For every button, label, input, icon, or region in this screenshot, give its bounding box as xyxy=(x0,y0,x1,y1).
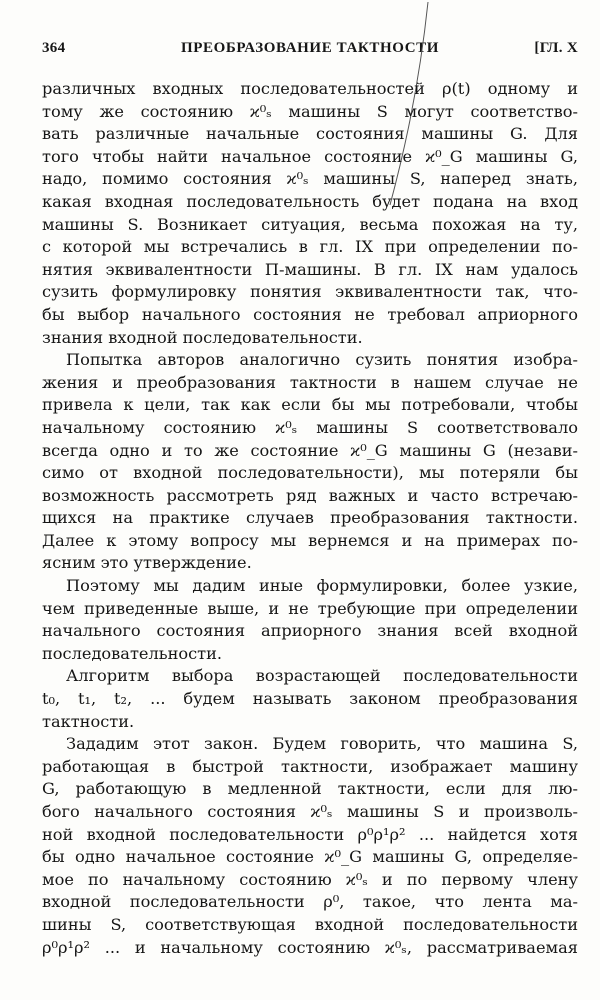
text-line: жения и преобразования тактности в нашем случае не xyxy=(42,372,578,392)
text-line: бы выбор начального состояния не требовал априорного xyxy=(42,304,578,324)
text-line: начальному состоянию ϰ⁰ₛ машины S соответствовало xyxy=(42,417,578,437)
text-line: чем приведенные выше, и не требующие при определении xyxy=(42,598,578,618)
page-number: 364 xyxy=(42,40,66,56)
text-line: знания входной последовательности. xyxy=(42,327,363,347)
text-line: Алгоритм выбора возрастающей последовательности xyxy=(66,666,578,686)
text-line: бого начального состояния ϰ⁰ₛ машины S и произволь- xyxy=(42,802,578,821)
text-line: ной входной последовательности ρ⁰ρ¹ρ² ... найдется хотя xyxy=(42,824,578,844)
text-line: тактности. xyxy=(42,711,135,731)
text-line: начального состояния априорного знания всей входной xyxy=(42,621,578,641)
text-line: вать различные начальные состояния машины G. Для xyxy=(42,124,578,144)
text-line: t₀, t₁, t₂, ... будем называть законом преобразования xyxy=(42,689,578,709)
text-line: Далее к этому вопросу мы вернемся и на примерах по- xyxy=(42,530,578,550)
text-line: Попытка авторов аналогично сузить понятия изобра- xyxy=(66,350,578,370)
text-line: нятия эквивалентности П-машины. В гл. IX нам удалось xyxy=(42,259,578,279)
text-line: машины S. Возникает ситуация, весьма похожая на ту, xyxy=(42,214,578,234)
running-header xyxy=(42,40,578,60)
page-text xyxy=(42,78,578,959)
text-line: Поэтому мы дадим иные формулировки, более узкие, xyxy=(66,576,578,596)
text-line: тому же состоянию ϰ⁰ₛ машины S могут соответство- xyxy=(42,101,578,121)
text-line: последовательности. xyxy=(42,643,223,663)
chapter-marker: [ГЛ. X xyxy=(534,40,578,56)
text-line: привела к цели, так как если бы мы потребовали, чтобы xyxy=(42,395,578,415)
text-line: надо, помимо состояния ϰ⁰ₛ машины S, наперед знать, xyxy=(42,169,578,189)
text-line: щихся на практике случаев преобразования тактности. xyxy=(42,508,578,528)
text-line: ρ⁰ρ¹ρ² ... и начальному состоянию ϰ⁰ₛ, рассматриваемая xyxy=(42,937,578,957)
text-line: того чтобы найти начальное состояние ϰ⁰_G машины G, xyxy=(42,146,578,166)
text-line: ясним это утверждение. xyxy=(42,553,252,573)
text-line: симо от входной последовательности), мы потеряли бы xyxy=(42,463,578,483)
text-line: работающая в быстрой тактности, изображает машину xyxy=(42,756,578,776)
text-line: какая входная последовательность будет подана на вход xyxy=(42,191,578,211)
text-line: различных входных последовательностей ρ(t) одному и xyxy=(42,79,578,98)
text-line: Зададим этот закон. Будем говорить, что машина S, xyxy=(66,734,578,754)
text-line: сузить формулировку понятия эквивалентности так, что- xyxy=(42,282,578,302)
text-line: входной последовательности ρ⁰, такое, что лента ма- xyxy=(42,892,578,912)
text-line: шины S, соответствующая входной последовательности xyxy=(42,914,578,934)
text-line: с которой мы встречались в гл. IX при определении по- xyxy=(42,237,578,257)
text-line: бы одно начальное состояние ϰ⁰_G машины G, определяе- xyxy=(42,847,578,867)
running-title: ПРЕОБРАЗОВАНИЕ ТАКТНОСТИ xyxy=(180,40,440,56)
text-line: мое по начальному состоянию ϰ⁰ₛ и по первому члену xyxy=(42,869,578,889)
text-line: G, работающую в медленной тактности, если для лю- xyxy=(42,779,578,799)
text-line: возможность рассмотреть ряд важных и часто встречаю- xyxy=(42,485,578,505)
text-line: всегда одно и то же состояние ϰ⁰_G машины G (незави- xyxy=(42,440,578,460)
